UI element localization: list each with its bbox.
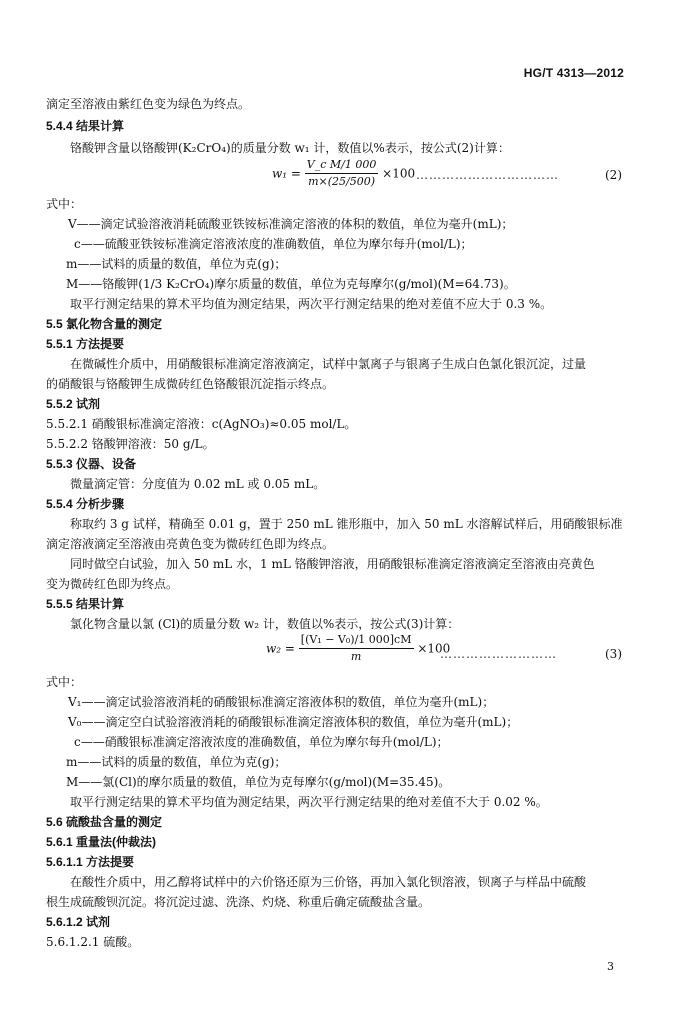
variable-definition: m——试料的质量的数值，单位为克(g)； <box>66 755 287 769</box>
variable-definition: c——硝酸银标准滴定溶液浓度的准确数值，单位为摩尔每升(mol/L)； <box>74 735 449 749</box>
formula-tail: ×100 <box>382 166 416 181</box>
leader-dots: ……………………… <box>440 647 557 661</box>
paragraph-line: 滴定至溶液由紫红色变为绿色为终点。 <box>46 97 251 111</box>
section-heading-5-4-4: 5.4.4 结果计算 <box>46 119 125 133</box>
equation-number: (2) <box>605 168 622 182</box>
page-number: 3 <box>607 960 614 973</box>
fraction-denominator: m <box>350 650 362 664</box>
paragraph-line: 铬酸钾含量以铬酸钾(K₂CrO₄)的质量分数 w₁ 计，数值以%表示，按公式(2)计算： <box>70 141 510 155</box>
paragraph-line: 在微碱性介质中，用硝酸银标准滴定溶液滴定，试样中氯离子与银离子生成白色氯化银沉淀，过量 <box>70 357 587 371</box>
formula-lhs: w₂ = <box>266 641 295 656</box>
variable-definition: V——滴定试验溶液消耗硫酸亚铁铵标准滴定溶液的体积的数值，单位为毫升(mL)； <box>68 217 514 231</box>
section-heading-5-6-1-2: 5.6.1.2 试剂 <box>46 915 111 929</box>
variable-definition: m——试料的质量的数值，单位为克(g)； <box>66 257 287 271</box>
equation-number: (3) <box>605 647 622 661</box>
fraction <box>299 633 414 665</box>
paragraph-line: 根生成硫酸钡沉淀。将沉淀过滤、洗涤、灼烧、称重后确定硫酸盐含量。 <box>46 895 431 909</box>
section-heading-5-5: 5.5 氯化物含量的测定 <box>46 317 163 331</box>
where-label: 式中： <box>46 197 83 211</box>
clause-5-5-2-2: 5.5.2.2 铬酸钾溶液：50 g/L。 <box>46 437 215 451</box>
paragraph-line: 滴定溶液滴定至溶液由亮黄色变为微砖红色即为终点。 <box>46 537 335 551</box>
clause-5-6-1-2-1: 5.6.1.2.1 硫酸。 <box>46 935 140 949</box>
clause-5-5-2-1: 5.5.2.1 硝酸银标准滴定溶液：c(AgNO₃)≈0.05 mol/L。 <box>46 417 357 431</box>
variable-definition: V₁——滴定试验溶液消耗的硝酸银标准滴定溶液体积的数值，单位为毫升(mL)； <box>68 695 495 709</box>
variable-definition: M——氯(Cl)的摩尔质量的数值，单位为克每摩尔(g/mol)(M=35.45)。 <box>66 775 451 789</box>
paragraph-line: 微量滴定管：分度值为 0.02 mL 或 0.05 mL。 <box>70 477 326 491</box>
section-heading-5-5-1: 5.5.1 方法提要 <box>46 337 125 351</box>
formula-3 <box>266 633 450 665</box>
paragraph-line: 取平行测定结果的算术平均值为测定结果，两次平行测定结果的绝对差值不大于 0.02 %。 <box>70 795 548 809</box>
paragraph-line: 变为微砖红色即为终点。 <box>46 577 179 591</box>
variable-definition: M——铬酸钾(1/3 K₂CrO₄)摩尔质量的数值，单位为克每摩尔(g/mol)(M=64.73)。 <box>66 277 516 291</box>
variable-definition: V₀——滴定空白试验溶液消耗的硝酸银标准滴定溶液体积的数值，单位为毫升(mL)； <box>68 715 519 729</box>
fraction-denominator: m×(25/500) <box>308 175 376 189</box>
variable-definition: c——硫酸亚铁铵标准滴定溶液浓度的准确数值，单位为摩尔每升(mol/L)； <box>74 237 473 251</box>
formula-2 <box>272 158 415 190</box>
paragraph-line: 在酸性介质中，用乙醇将试样中的六价铬还原为三价铬，再加入氯化钡溶液，钡离子与样品中硫酸 <box>70 875 587 889</box>
paragraph-line: 氯化物含量以氯 (Cl)的质量分数 w₂ 计，数值以%表示，按公式(3)计算： <box>70 617 460 631</box>
section-heading-5-5-3: 5.5.3 仪器、设备 <box>46 457 137 471</box>
leader-dots: …………………………… <box>416 168 559 182</box>
section-heading-5-5-2: 5.5.2 试剂 <box>46 397 101 411</box>
where-label: 式中： <box>46 675 83 689</box>
section-heading-5-5-5: 5.5.5 结果计算 <box>46 597 125 611</box>
fraction <box>305 158 379 190</box>
paragraph-line: 称取约 3 g 试样，精确至 0.01 g，置于 250 mL 锥形瓶中，加入 50 mL 水溶解试样后，用硝酸银标准 <box>70 517 623 531</box>
fraction-numerator: V_c M/1 000 <box>305 158 379 174</box>
paragraph-line: 同时做空白试验，加入 50 mL 水，1 mL 铬酸钾溶液，用硝酸银标准滴定溶液滴定至溶液由亮黄色 <box>70 557 595 571</box>
section-heading-5-6-1: 5.6.1 重量法(仲裁法) <box>46 835 157 849</box>
section-heading-5-5-4: 5.5.4 分析步骤 <box>46 497 125 511</box>
section-heading-5-6: 5.6 硫酸盐含量的测定 <box>46 815 163 829</box>
formula-lhs: w₁ = <box>272 166 301 181</box>
paragraph-line: 取平行测定结果的算术平均值为测定结果，两次平行测定结果的绝对差值不应大于 0.3 %。 <box>70 297 553 311</box>
paragraph-line: 的硝酸银与铬酸钾生成微砖红色铬酸银沉淀指示终点。 <box>46 377 335 391</box>
formula-tail: ×100 <box>417 641 451 656</box>
section-heading-5-6-1-1: 5.6.1.1 方法提要 <box>46 855 135 869</box>
standard-number: HG/T 4313—2012 <box>523 66 624 80</box>
fraction-numerator: [(V₁ − V₀)/1 000]cM <box>299 633 414 649</box>
